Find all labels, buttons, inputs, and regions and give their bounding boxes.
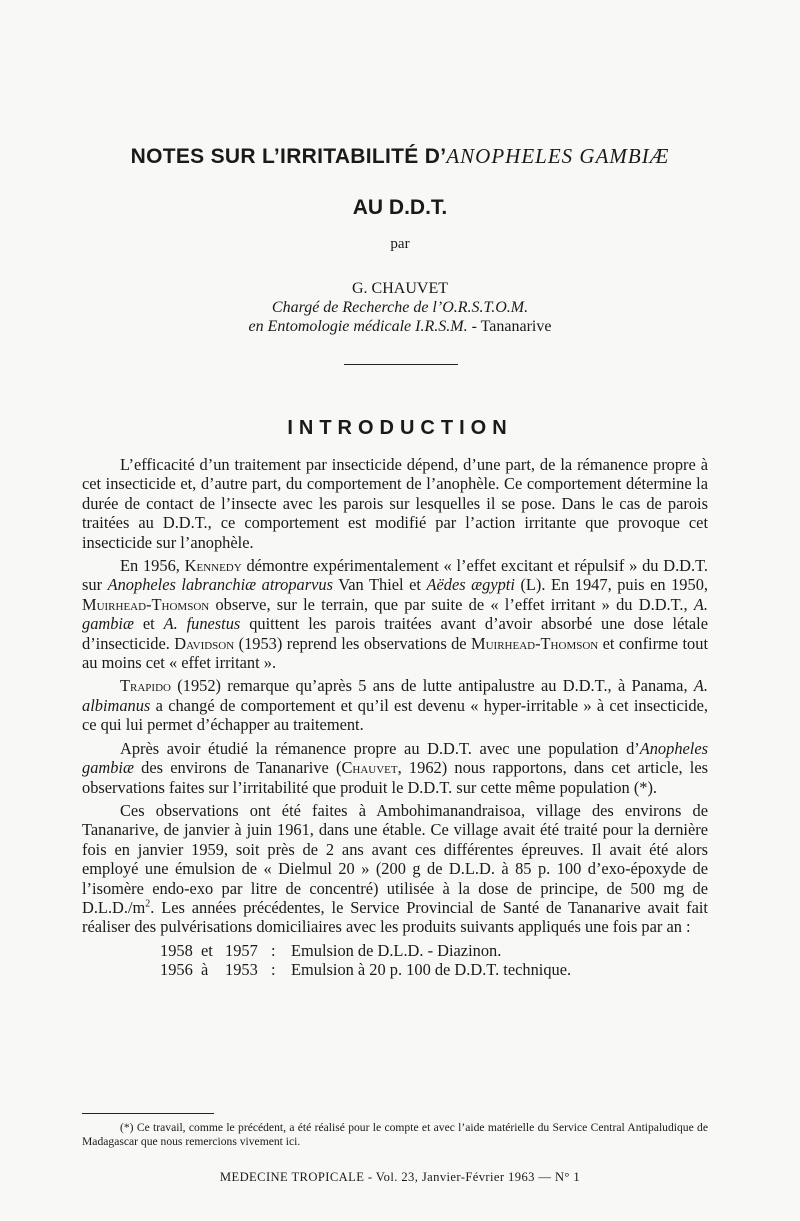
text-run: Van Thiel et (332, 575, 427, 595)
text-run: et (133, 614, 164, 634)
text-run: (L). En 1947, puis en 1950, (514, 575, 708, 595)
text-run: , 1962) nous rapportons, dans cet article, les observations faites sur l’irritabilité que produit le D.D.T. sur cette même population (*). (82, 758, 708, 797)
paragraph-2 (82, 556, 708, 672)
footnote-rule (82, 1113, 214, 1114)
text-run: a changé de comportement et qu’il est devenu « hyper-irritable » à cet insecticide, ce qui lui permet d’échapper au traitement. (82, 695, 708, 735)
byline-par: par (390, 236, 410, 252)
text-run: démontre expérimentalement « l’effet excitant et répulsif » du D.D.T. sur (82, 556, 708, 595)
author-ref-kennedy: Kennedy (184, 556, 242, 576)
affiliation-line2 (0, 317, 800, 336)
article-title-line2: AU D.D.T. (352, 196, 448, 219)
text-run: (1953) reprend les observations de (234, 633, 472, 653)
list-separator: à (201, 960, 209, 980)
list-colon: : (271, 940, 276, 960)
text-run: (1952) remarque qu’après 5 ans de lutte antipalustre au D.D.T., à Panama, (170, 676, 694, 696)
journal-footer: MEDECINE TROPICALE - Vol. 23, Janvier-Février 1963 — N° 1 (219, 1170, 581, 1184)
list-year-to: 1953 (225, 960, 258, 980)
paragraph-1: L’efficacité d’un traitement par insecticide dépend, d’une part, de la rémanence propre à cet insecticide et, d’autre part, du comportement de l’anophèle. Ce comportement détermine la durée de contact de l’insecte avec les parois sur lesquelles il se pose. Dans le cas de parois traitées au D.D.T., ce comportement est modifié par l’action irritante que provoque cet insecticide sur l’anophèle. (82, 455, 708, 552)
affiliation-line1: Chargé de Recherche de l’O.R.S.T.O.M. (271, 299, 529, 316)
list-separator: et (201, 940, 213, 960)
list-year-from: 1956 (160, 960, 193, 980)
author-ref-muirhead-thomson: Muirhead-Thomson (471, 633, 599, 653)
paragraph-3 (82, 676, 708, 734)
article-title-line1 (70, 144, 730, 169)
author-ref-muirhead-thomson: Muirhead-Thomson (82, 594, 210, 614)
treatment-list-item (82, 941, 708, 960)
author-name: G. CHAUVET (352, 280, 448, 297)
list-year-to: 1957 (225, 940, 258, 960)
species-name: Anopheles labranchiæ atroparvus (107, 575, 333, 595)
species-name: A. albimanus (82, 676, 708, 715)
text-run: et confirme tout au moins cet « effet irritant ». (82, 633, 708, 673)
text-run: observe, sur le terrain, que par suite de « l’effet irritant » du D.D.T., (209, 594, 694, 614)
author-affiliation (0, 298, 800, 336)
text-run: quittent les parois traitées avant d’avoir absorbé une dose létale d’insecticide. (82, 614, 708, 653)
text-run: En 1956, (120, 556, 185, 576)
paragraph-4 (82, 739, 708, 797)
text-run: Après avoir étudié la rémanence propre au D.D.T. avec une population d’ (120, 738, 640, 758)
title-separator-rule (344, 364, 458, 365)
list-colon: : (271, 960, 276, 980)
text-run: des environs de Tananarive ( (133, 758, 342, 778)
author-ref-trapido: Trapido (120, 676, 171, 696)
list-text: Emulsion de D.L.D. - Diazinon. (291, 940, 502, 960)
affiliation-line2-italic: en Entomologie médicale I.R.S.M. (248, 318, 468, 335)
text-run: . Les années précédentes, le Service Provincial de Santé de Tananarive avait fait réaliser des pulvérisations domiciliaires avec les produits suivants appliqués une fois par an : (82, 897, 708, 937)
species-name: Aëdes ægypti (426, 575, 515, 595)
paragraph-5 (82, 801, 708, 937)
author-ref-chauvet: Chauvet (341, 758, 398, 778)
text-run: Ces observations ont été faites à Ambohimanandraisoa, village des environs de Tananarive, de janvier à juin 1961, dans une étable. Ce village avait été traité pour la dernière fois en janvier 1959, soit près de 2 ans avant ces différentes épreuves. Il avait été alors employé une émulsion de « Dielmul 20 » (200 g de D.L.D. à 85 p. 100 d’exo-époxyde de l’isomère endo-exo par litre de concentré) utilisée à la dose de principe, de 500 mg de D.L.D./m (82, 800, 708, 917)
affiliation-line2-place: - Tananarive (467, 318, 552, 335)
title-plain: NOTES SUR L’IRRITABILITÉ D’ (130, 145, 447, 168)
list-year-from: 1958 (160, 940, 193, 960)
section-heading: INTRODUCTION (287, 417, 513, 439)
species-name: A. gambiæ (82, 594, 708, 634)
title-species: ANOPHELES GAMBIÆ (446, 144, 670, 168)
article-body (82, 455, 708, 980)
author-ref-davidson: Davidson (174, 633, 235, 653)
species-name: Anopheles gambiæ (82, 738, 708, 778)
list-text: Emulsion à 20 p. 100 de D.D.T. technique. (291, 960, 572, 980)
superscript: 2 (145, 898, 151, 910)
footnote: (*) Ce travail, comme le précédent, a été réalisé pour le compte et avec l’aide matérielle du Service Central Antipaludique de Madagascar que nous remercions vivement ici. (82, 1121, 708, 1148)
species-name: A. funestus (163, 614, 241, 634)
treatment-list-item (82, 960, 708, 979)
